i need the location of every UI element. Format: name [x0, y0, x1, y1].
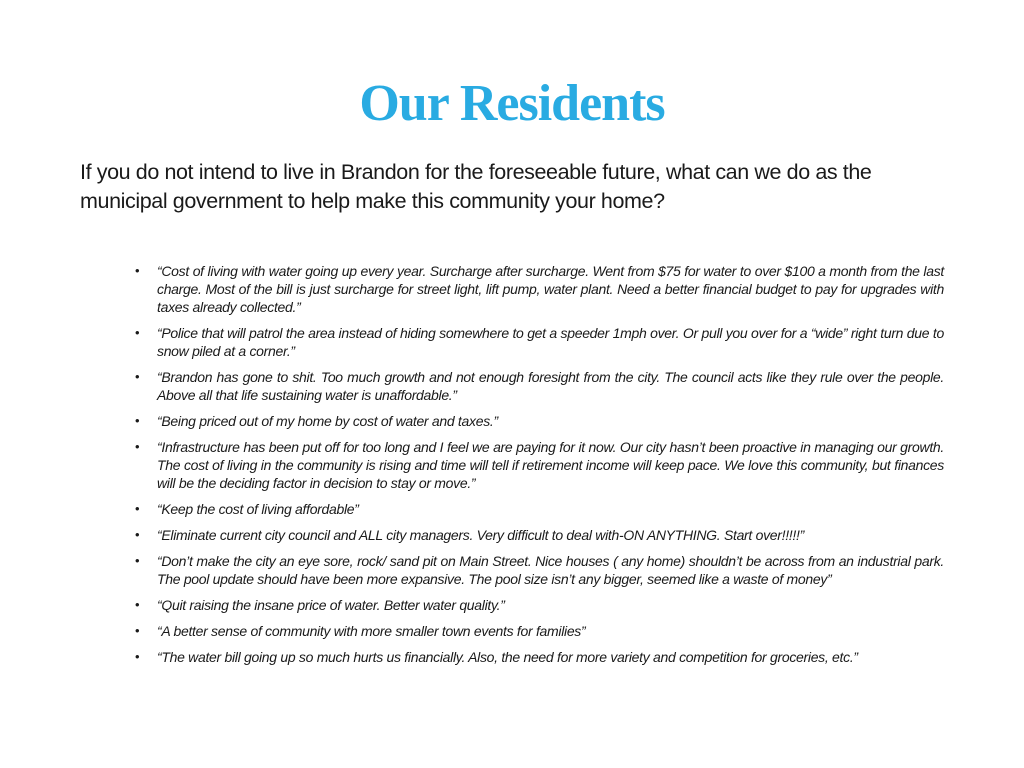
question-text: If you do not intend to live in Brandon for the foreseeable future, what can we do as the municipal government to help make this community your home?	[80, 159, 872, 213]
quote-list-item: • “Eliminate current city council and ALL city managers. Very difficult to deal with-ON ANYTHING. Start over!!!!!”	[133, 526, 944, 544]
quote-list-item: • “Infrastructure has been put off for too long and I feel we are paying for it now. Our city hasn’t been proactive in managing our growth. The cost of living in the community is rising and time will tell if retirement income will keep pace. We love this community, but finances will be the deciding factor in decision to stay or move.”	[133, 438, 944, 492]
quote-list-item: • “Being priced out of my home by cost of water and taxes.”	[133, 412, 944, 430]
quote-list-item: • “The water bill going up so much hurts us financially. Also, the need for more variety and competition for groceries, etc.”	[133, 648, 944, 666]
quote-list-item: • “Quit raising the insane price of water. Better water quality.”	[133, 596, 944, 614]
quote-list-item: • “Police that will patrol the area instead of hiding somewhere to get a speeder 1mph over. Or pull you over for a “wide” right turn due to snow piled at a corner.”	[133, 324, 944, 360]
quote-list-item: • “Brandon has gone to shit. Too much growth and not enough foresight from the city. The council acts like they rule over the people. Above all that life sustaining water is unaffordable.”	[133, 368, 944, 404]
page-title: Our Residents	[359, 75, 665, 132]
quote-list-item: • “Cost of living with water going up every year. Surcharge after surcharge. Went from $75 for water to over $100 a month from the last charge. Most of the bill is just surcharge for street light, lift pump, water plant. Need a better financial budget to pay for upgrades with taxes already collected.”	[133, 262, 944, 316]
slide	[0, 74, 1024, 768]
quote-list-item: • “Keep the cost of living affordable”	[133, 500, 944, 518]
quote-list-item: • “A better sense of community with more smaller town events for families”	[133, 622, 944, 640]
quotes-list	[133, 262, 944, 666]
quote-list-item: • “Don’t make the city an eye sore, rock/ sand pit on Main Street. Nice houses ( any home) shouldn’t be across from an industrial park. The pool update should have been more expansive. The pool size isn’t any bigger, seemed like a waste of money”	[133, 552, 944, 588]
